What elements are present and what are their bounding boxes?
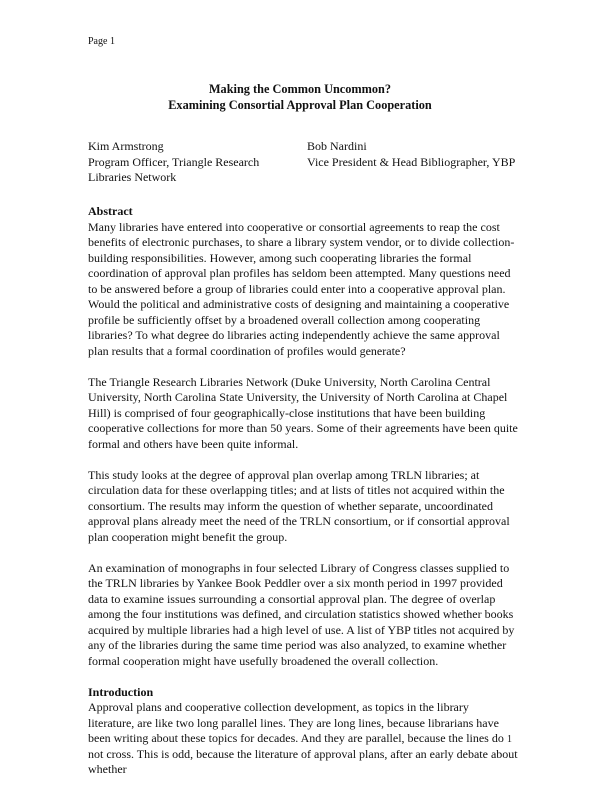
author-block-nardini xyxy=(307,139,577,170)
author-block-armstrong xyxy=(88,139,278,186)
abstract-paragraph-1: Many libraries have entered into cooperative or consortial agreements to reap the cost benefits of electronic purchases, to share a library system vendor, or to divide collection-building responsibilities. However, among such cooperating libraries the formal coordination of approval plan profiles has seldom been attempted. Many questions need to be answered before a group of libraries could enter into a cooperative approval plan. Would the political and administrative costs of designing and maintaining a cooperative profile be sufficiently offset by a broadened overall collection among cooperating libraries? To what degree do libraries acting independently achieve the same approval plan results that a formal coordination of profiles would generate? xyxy=(88,219,515,358)
abstract-paragraph-3: This study looks at the degree of approval plan overlap among TRLN libraries; at circulation data for these overlapping titles; and at lists of titles not acquired within the consortium. The results may inform the question of whether separate, uncoordinated approval plans already meet the need of the TRLN consortium, or if consortial approval plan cooperation might benefit the group. xyxy=(88,467,510,544)
introduction-paragraph: Approval plans and cooperative collection development, as topics in the library literature, are like two long parallel lines. They are long lines, because librarians have been writing about these topics for decades. And they are parallel, because the lines do not cross. This is odd, because the literature of approval plans, after an early debate about whether xyxy=(88,700,518,776)
title-line-2: Examining Consortial Approval Plan Cooperation xyxy=(168,98,432,112)
author-name: Bob Nardini xyxy=(307,139,367,153)
introduction-heading: Introduction xyxy=(88,684,154,699)
abstract-heading: Abstract xyxy=(88,204,133,218)
author-affiliation-line-1: Vice President & Head Bibliographer, YBP xyxy=(307,154,516,169)
abstract-paragraph-4: An examination of monographs in four selected Library of Congress classes supplied to the TRLN libraries by Yankee Book Peddler over a six month period in 1997 provided data to examine issues surrounding a consortial approval plan. The degree of overlap among the four institutions was defined, and circulation statistics showed whether books acquired by multiple libraries had a high level of use. A list of YBP titles not acquired by any of the libraries during the same time period was also analyzed, to examine whether formal cooperation might have usefully broadened the overall collection. xyxy=(88,560,515,668)
abstract-paragraph-2: The Triangle Research Libraries Network (Duke University, North Carolina Central University, North Carolina State University, the University of North Carolina at Chapel Hill) is comprised of four geographically-close institutions that have been building cooperative collections for more than 50 years. Some of their agreements have been quite formal and others have been quite informal. xyxy=(88,374,518,451)
author-name: Kim Armstrong xyxy=(88,139,164,153)
author-affiliation-line-2: Libraries Network xyxy=(88,170,177,184)
title-line-1: Making the Common Uncommon? xyxy=(208,82,392,96)
author-affiliation-line-1: Program Officer, Triangle Research xyxy=(88,154,260,169)
page-number: 1 xyxy=(507,734,512,745)
paper-body xyxy=(88,204,518,793)
page-header-label: Page 1 xyxy=(88,36,115,47)
paper-title xyxy=(0,81,600,113)
